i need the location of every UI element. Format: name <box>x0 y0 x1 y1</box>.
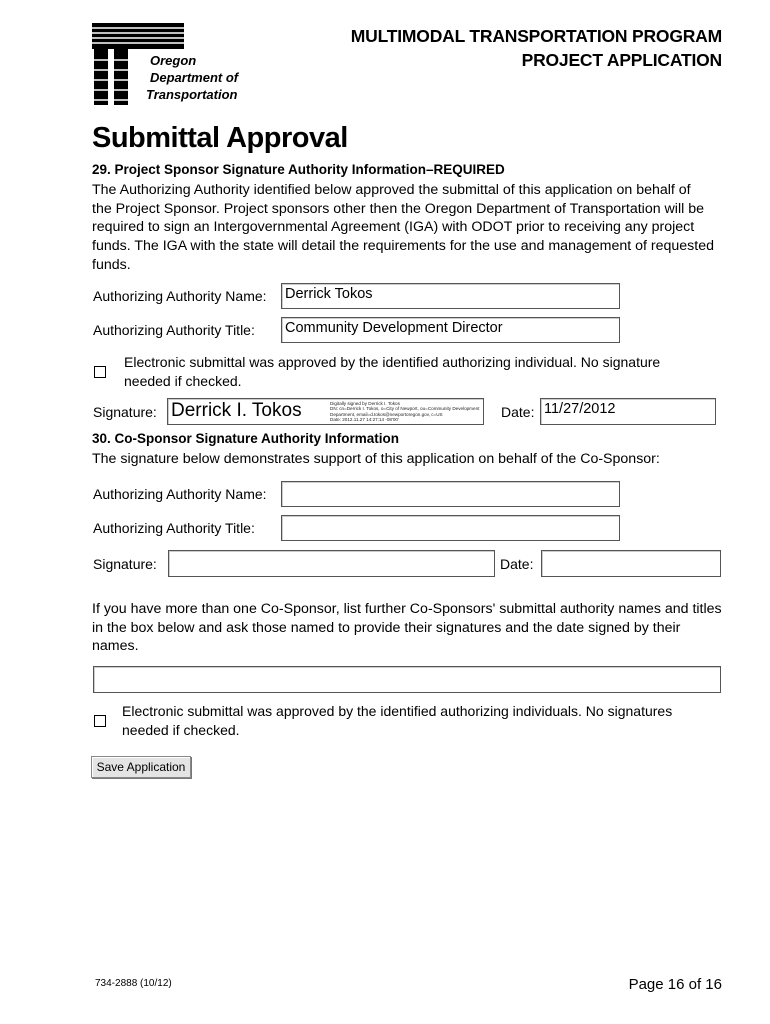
section-29-line: required to sign an Intergovernmental Agreement (IGA) with ODOT prior to receiving any project <box>92 219 695 236</box>
agency-line-3: Transportation <box>146 87 238 102</box>
signature-detail-line: Date: 2012.11.27 14:27:14 -08'00' <box>330 417 399 423</box>
co-sponsor-title-label: Authorizing Authority Title: <box>93 520 255 536</box>
co-sponsor-signature-label: Signature: <box>93 556 157 572</box>
agency-line-2: Department of <box>150 70 239 85</box>
co-sponsor-name-field[interactable] <box>281 481 620 507</box>
more-co-sponsors-line: names. <box>92 638 139 655</box>
co-sponsor-signature-field[interactable] <box>168 550 495 577</box>
form-code: 734-2888 (10/12) <box>95 978 172 989</box>
save-application-button[interactable]: Save Application <box>91 756 191 778</box>
co-sponsor-electronic-submittal-checkbox[interactable] <box>94 715 106 727</box>
signature-detail-line: DN: cn=Derrick I. Tokos, o=City of Newport, ou=Community Development <box>330 406 480 412</box>
agency-name <box>146 52 238 103</box>
section-29-paragraph <box>92 181 714 275</box>
page-number: Page 16 of 16 <box>628 976 722 993</box>
co-sponsor-date-label: Date: <box>500 556 534 572</box>
program-title-block <box>351 24 722 72</box>
co-sponsor-title-field[interactable] <box>281 515 620 541</box>
additional-co-sponsors-field[interactable] <box>93 666 721 693</box>
checkbox-text-line: Electronic submittal was approved by the identified authorizing individuals. No signatures <box>122 703 673 719</box>
electronic-submittal-text <box>124 353 660 390</box>
more-co-sponsors-line: If you have more than one Co-Sponsor, list further Co-Sponsors' submittal authority names and titles <box>92 601 722 617</box>
page-title: Submittal Approval <box>92 122 348 154</box>
more-co-sponsors-paragraph <box>92 600 722 656</box>
authorizing-title-label: Authorizing Authority Title: <box>93 322 255 338</box>
section-29-line: funds. The IGA with the state will detail the requirements for the use and management of requested <box>92 238 714 255</box>
signature-field[interactable] <box>167 398 484 425</box>
date-field[interactable]: 11/27/2012 <box>540 398 716 425</box>
co-sponsor-name-label: Authorizing Authority Name: <box>93 486 267 502</box>
co-sponsor-electronic-submittal-text <box>122 702 672 739</box>
section-29-line: the Project Sponsor. Project sponsors other then the Oregon Department of Transportation will be <box>92 200 704 217</box>
section-30-heading: 30. Co-Sponsor Signature Authority Information <box>92 431 400 446</box>
authorizing-name-label: Authorizing Authority Name: <box>93 288 267 304</box>
signature-label: Signature: <box>93 404 157 420</box>
more-co-sponsors-line: in the box below and ask those named to provide their signatures and the date signed by their <box>92 619 681 636</box>
co-sponsor-date-field[interactable] <box>541 550 721 577</box>
section-29-line: The Authorizing Authority identified below approved the submittal of this application on behalf of <box>92 182 691 198</box>
signature-details <box>330 401 479 423</box>
application-title: PROJECT APPLICATION <box>521 50 722 70</box>
checkbox-text-line: Electronic submittal was approved by the identified authorizing individual. No signature <box>124 354 661 370</box>
electronic-submittal-checkbox[interactable] <box>94 366 106 378</box>
section-29-heading: 29. Project Sponsor Signature Authority Information–REQUIRED <box>92 162 505 177</box>
authorizing-title-field[interactable]: Community Development Director <box>281 317 620 343</box>
signature-name: Derrick I. Tokos <box>171 400 302 421</box>
signature-detail-line: Digitally signed by Derrick I. Tokos <box>330 401 400 406</box>
checkbox-text-line: needed if checked. <box>122 721 240 738</box>
date-label: Date: <box>501 404 535 420</box>
program-title: MULTIMODAL TRANSPORTATION PROGRAM <box>350 26 722 46</box>
signature-detail-line: Department, email=d.tokos@newportoregon.gov, c=US <box>330 411 443 417</box>
authorizing-name-field[interactable]: Derrick Tokos <box>281 283 620 309</box>
agency-line-1: Oregon <box>150 53 197 68</box>
section-30-paragraph: The signature below demonstrates support of this application on behalf of the Co-Sponsor: <box>92 451 660 467</box>
section-29-line: funds. <box>92 256 131 273</box>
checkbox-text-line: needed if checked. <box>124 372 242 389</box>
